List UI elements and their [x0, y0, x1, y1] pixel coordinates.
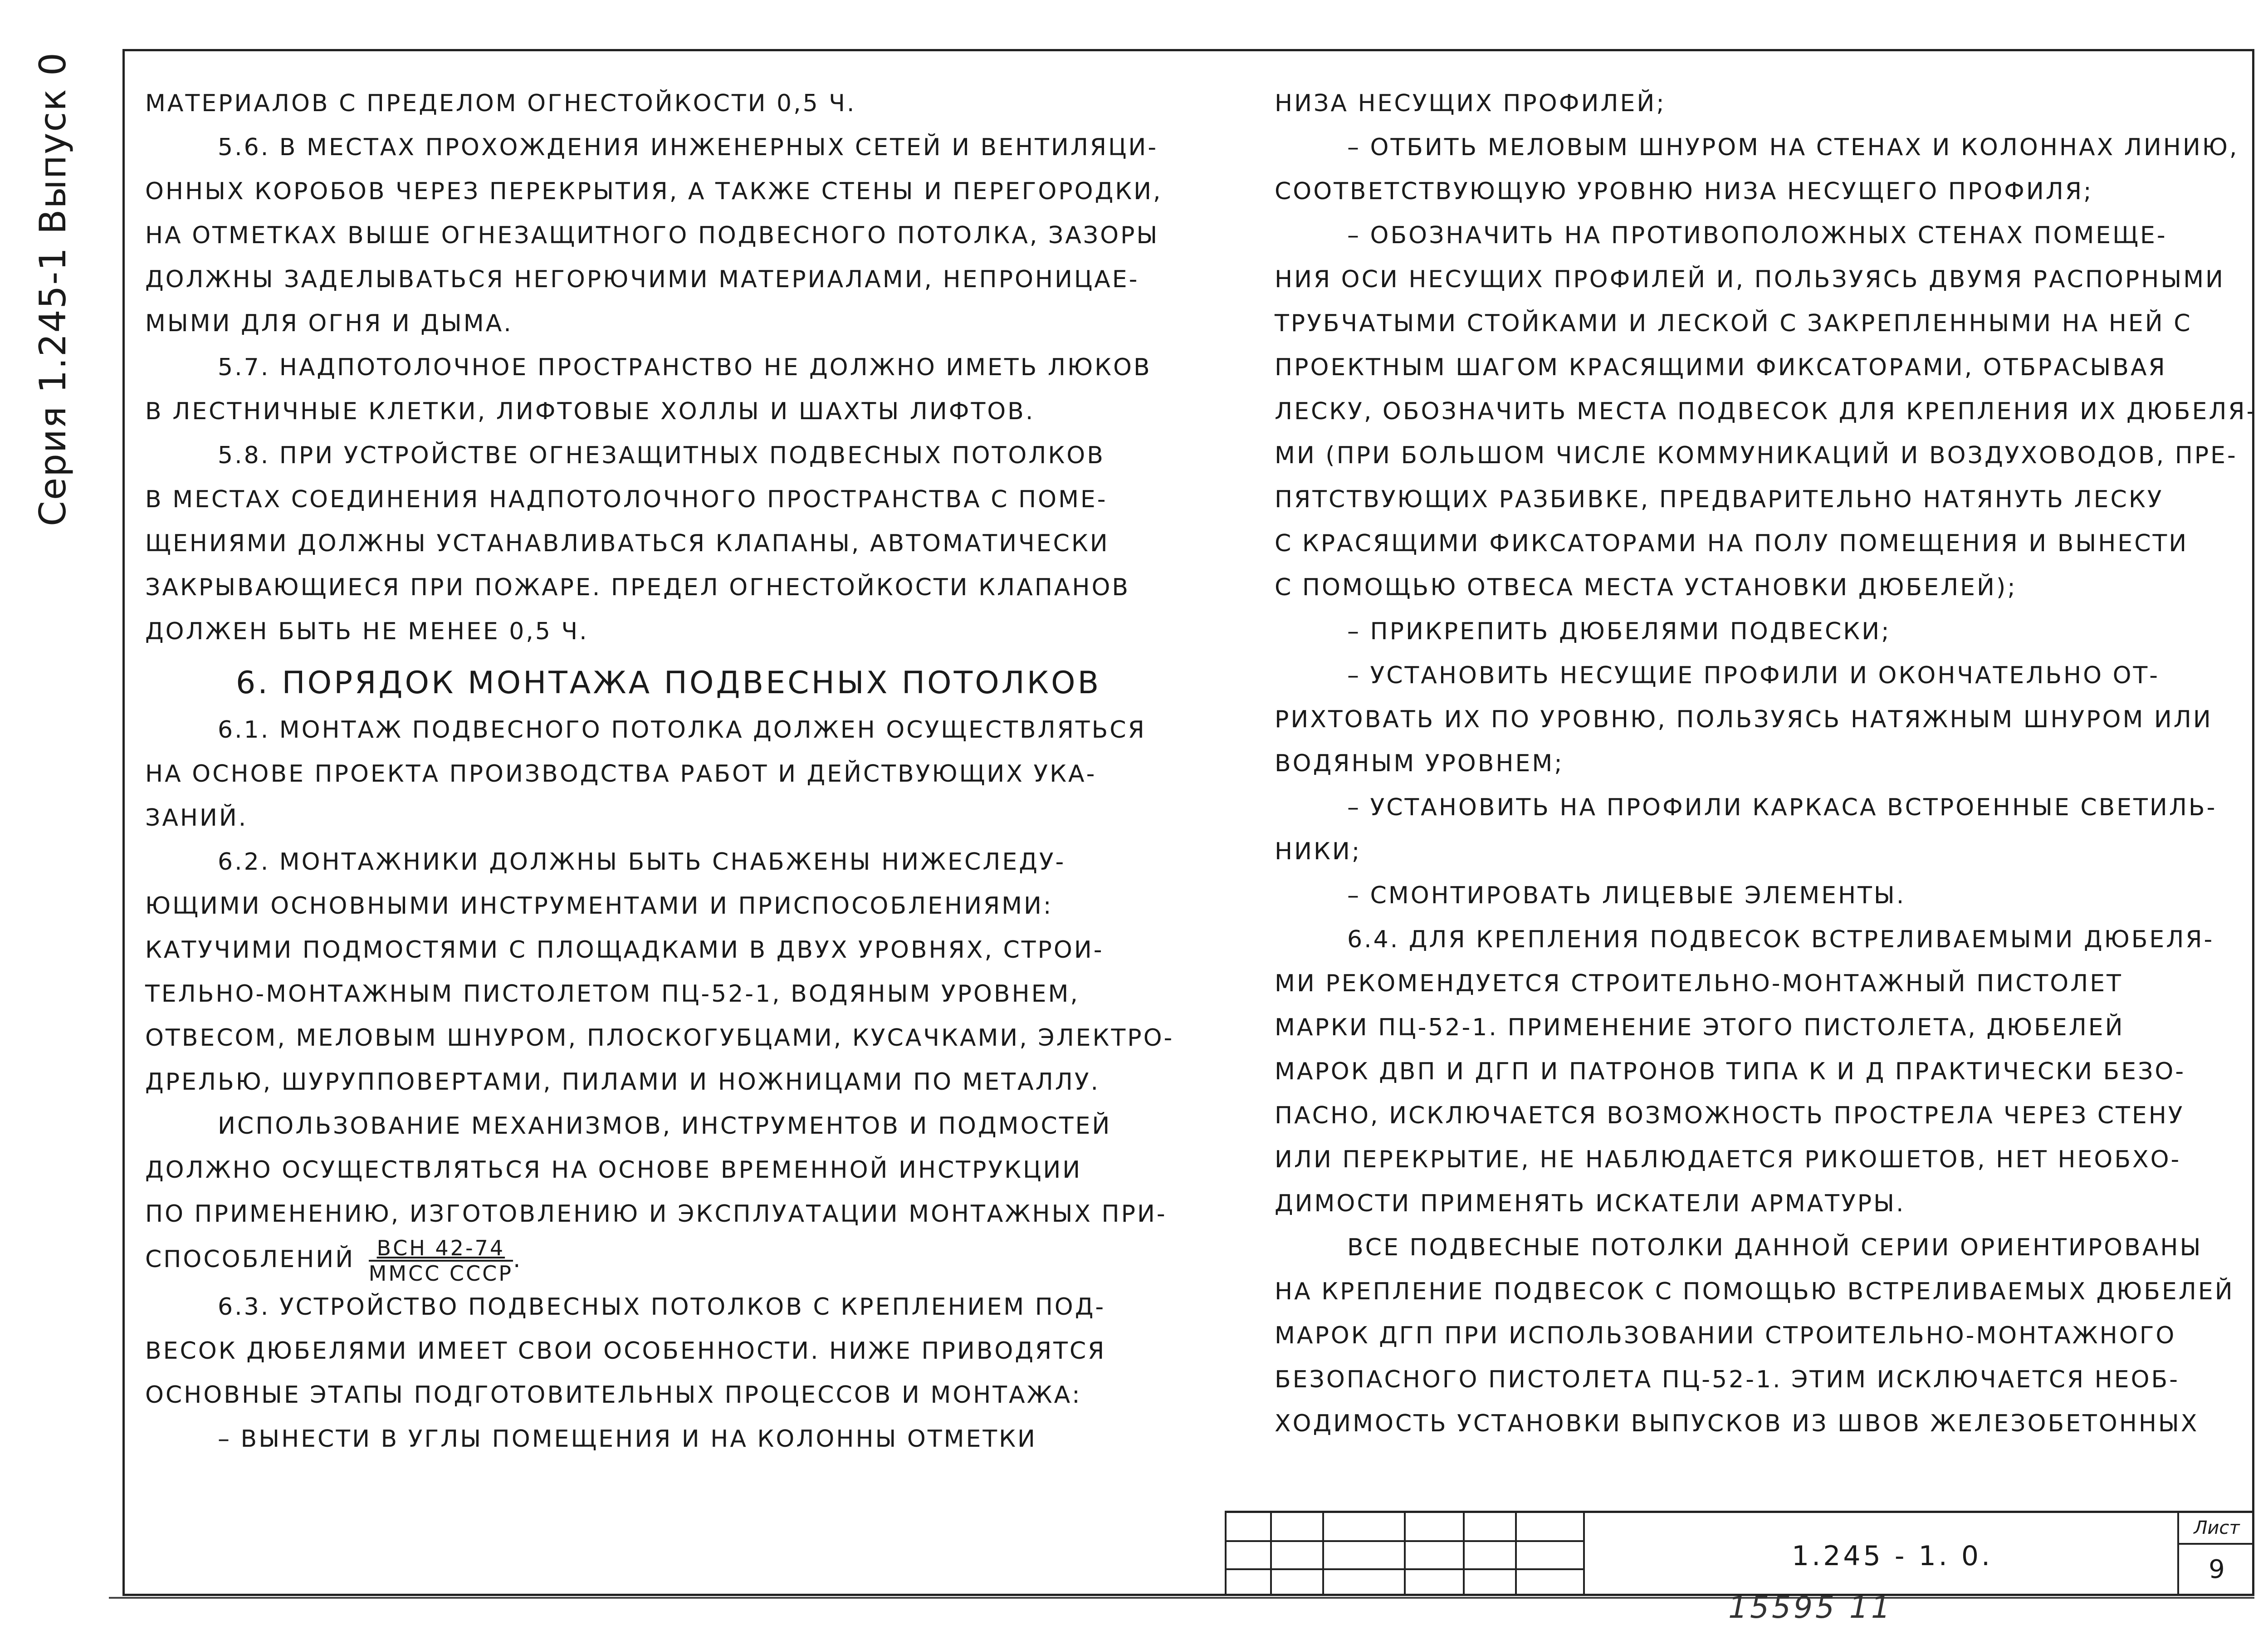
- text-line: СООТВЕТСТВУЮЩУЮ УРОВНЮ НИЗА НЕСУЩЕГО ПРОФИЛЯ;: [1275, 178, 2093, 205]
- text-line: – ОТБИТЬ МЕЛОВЫМ ШНУРОМ НА СТЕНАХ И КОЛОННАХ ЛИНИЮ,: [1347, 134, 2239, 161]
- left-lines-group-a: [145, 82, 1163, 654]
- fraction-numerator: ВСН 42-74: [369, 1236, 513, 1262]
- title-block: [1225, 1511, 2254, 1596]
- text-line: 6.3. УСТРОЙСТВО ПОДВЕСНЫХ ПОТОЛКОВ С КРЕПЛЕНИЕМ ПОД-: [218, 1293, 1106, 1321]
- left-lines-group-c: [145, 1285, 1134, 1461]
- text-line: НИЗА НЕСУЩИХ ПРОФИЛЕЙ;: [1275, 90, 1666, 117]
- norm-reference-fraction: [369, 1236, 513, 1285]
- grid-line: [1225, 1540, 1583, 1542]
- grid-line: [1583, 1513, 1585, 1596]
- left-text-column: [145, 82, 1174, 1461]
- grid-line: [1270, 1513, 1272, 1596]
- text-line: В МЕСТАХ СОЕДИНЕНИЯ НАДПОТОЛОЧНОГО ПРОСТРАНСТВА С ПОМЕ-: [145, 486, 1108, 513]
- text-line: ПЯТСТВУЮЩИХ РАЗБИВКЕ, ПРЕДВАРИТЕЛЬНО НАТЯНУТЬ ЛЕСКУ: [1275, 486, 2164, 513]
- text-line: ЩЕНИЯМИ ДОЛЖНЫ УСТАНАВЛИВАТЬСЯ КЛАПАНЫ, АВТОМАТИЧЕСКИ: [145, 530, 1110, 557]
- text-line: ОННЫХ КОРОБОВ ЧЕРЕЗ ПЕРЕКРЫТИЯ, А ТАКЖЕ СТЕНЫ И ПЕРЕГОРОДКИ,: [145, 178, 1163, 205]
- text-line: ТРУБЧАТЫМИ СТОЙКАМИ И ЛЕСКОЙ С ЗАКРЕПЛЕННЫМИ НА НЕЙ С: [1275, 310, 2192, 337]
- text-line: ПРОЕКТНЫМ ШАГОМ КРАСЯЩИМИ ФИКСАТОРАМИ, ОТБРАСЫВАЯ: [1275, 354, 2167, 381]
- text-line: МАТЕРИАЛОВ С ПРЕДЕЛОМ ОГНЕСТОЙКОСТИ 0,5 Ч.: [145, 90, 856, 117]
- text-line: ВЕСОК ДЮБЕЛЯМИ ИМЕЕТ СВОИ ОСОБЕННОСТИ. НИЖЕ ПРИВОДЯТСЯ: [145, 1337, 1106, 1365]
- text-line: НИКИ;: [1275, 838, 1362, 865]
- fraction-suffix: .: [513, 1246, 523, 1273]
- text-line: РИХТОВАТЬ ИХ ПО УРОВНЮ, ПОЛЬЗУЯСЬ НАТЯЖНЫМ ШНУРОМ ИЛИ: [1275, 706, 2213, 733]
- text-line: МАРОК ДГП ПРИ ИСПОЛЬЗОВАНИИ СТРОИТЕЛЬНО-МОНТАЖНОГО: [1275, 1322, 2176, 1349]
- grid-line: [1404, 1513, 1406, 1596]
- text-line: ХОДИМОСТЬ УСТАНОВКИ ВЫПУСКОВ ИЗ ШВОВ ЖЕЛЕЗОБЕТОННЫХ: [1275, 1410, 2199, 1437]
- text-line: ДОЛЖЕН БЫТЬ НЕ МЕНЕЕ 0,5 Ч.: [145, 618, 589, 645]
- fraction-line: [145, 1236, 1134, 1285]
- text-line: – СМОНТИРОВАТЬ ЛИЦЕВЫЕ ЭЛЕМЕНТЫ.: [1347, 882, 1906, 909]
- text-line: МИ РЕКОМЕНДУЕТСЯ СТРОИТЕЛЬНО-МОНТАЖНЫЙ ПИСТОЛЕТ: [1275, 970, 2123, 997]
- text-line: – ПРИКРЕПИТЬ ДЮБЕЛЯМИ ПОДВЕСКИ;: [1347, 618, 1891, 645]
- series-stamp: Серия 1.245-1 Выпуск 0: [32, 52, 74, 526]
- text-line: 6.4. ДЛЯ КРЕПЛЕНИЯ ПОДВЕСОК ВСТРЕЛИВАЕМЫМИ ДЮБЕЛЯ-: [1347, 926, 2214, 953]
- text-line: МАРКИ ПЦ-52-1. ПРИМЕНЕНИЕ ЭТОГО ПИСТОЛЕТА, ДЮБЕЛЕЙ: [1275, 1014, 2125, 1041]
- right-lines-group: [1275, 82, 2257, 1446]
- sheet-label: Лист: [2177, 1513, 2254, 1545]
- text-line: ЛЕСКУ, ОБОЗНАЧИТЬ МЕСТА ПОДВЕСОК ДЛЯ КРЕПЛЕНИЯ ИХ ДЮБЕЛЯ-: [1275, 398, 2257, 425]
- text-line: НА ОТМЕТКАХ ВЫШЕ ОГНЕЗАЩИТНОГО ПОДВЕСНОГО ПОТОЛКА, ЗАЗОРЫ: [145, 222, 1159, 249]
- text-line: ВОДЯНЫМ УРОВНЕМ;: [1275, 750, 1564, 777]
- text-line: 5.8. ПРИ УСТРОЙСТВЕ ОГНЕЗАЩИТНЫХ ПОДВЕСНЫХ ПОТОЛКОВ: [218, 442, 1105, 469]
- grid-line: [1225, 1513, 1227, 1596]
- title-block-grid: [1225, 1513, 1583, 1596]
- text-line: ЗАКРЫВАЮЩИЕСЯ ПРИ ПОЖАРЕ. ПРЕДЕЛ ОГНЕСТОЙКОСТИ КЛАПАНОВ: [145, 574, 1130, 601]
- text-line: КАТУЧИМИ ПОДМОСТЯМИ С ПЛОЩАДКАМИ В ДВУХ УРОВНЯХ, СТРОИ-: [145, 936, 1104, 964]
- text-line: ВСЕ ПОДВЕСНЫЕ ПОТОЛКИ ДАННОЙ СЕРИИ ОРИЕНТИРОВАНЫ: [1347, 1234, 2203, 1261]
- text-line: – УСТАНОВИТЬ НЕСУЩИЕ ПРОФИЛИ И ОКОНЧАТЕЛЬНО ОТ-: [1347, 662, 2160, 689]
- text-line: ДОЛЖНО ОСУЩЕСТВЛЯТЬСЯ НА ОСНОВЕ ВРЕМЕННОЙ ИНСТРУКЦИИ: [145, 1156, 1082, 1184]
- document-code: 1.245 - 1. 0.: [1792, 1540, 1993, 1572]
- text-line: – УСТАНОВИТЬ НА ПРОФИЛИ КАРКАСА ВСТРОЕННЫЕ СВЕТИЛЬ-: [1347, 794, 2217, 821]
- text-line: ПАСНО, ИСКЛЮЧАЕТСЯ ВОЗМОЖНОСТЬ ПРОСТРЕЛА ЧЕРЕЗ СТЕНУ: [1275, 1102, 2185, 1129]
- fraction-denominator: ММСС СССР: [368, 1261, 513, 1286]
- text-line: 6.1. МОНТАЖ ПОДВЕСНОГО ПОТОЛКА ДОЛЖЕН ОСУЩЕСТВЛЯТЬСЯ: [218, 716, 1146, 744]
- text-line: 5.6. В МЕСТАХ ПРОХОЖДЕНИЯ ИНЖЕНЕРНЫХ СЕТЕЙ И ВЕНТИЛЯЦИ-: [218, 134, 1158, 161]
- text-line: ИСПОЛЬЗОВАНИЕ МЕХАНИЗМОВ, ИНСТРУМЕНТОВ И ПОДМОСТЕЙ: [218, 1112, 1112, 1140]
- grid-line: [1225, 1568, 1583, 1570]
- text-line: ИЛИ ПЕРЕКРЫТИЕ, НЕ НАБЛЮДАЕТСЯ РИКОШЕТОВ, НЕТ НЕОБХО-: [1275, 1146, 2181, 1173]
- grid-line: [1463, 1513, 1465, 1596]
- text-line: ЗАНИЙ.: [145, 804, 248, 832]
- text-line: МЫМИ ДЛЯ ОГНЯ И ДЫМА.: [145, 310, 513, 337]
- grid-line: [1515, 1513, 1517, 1596]
- text-line: ДИМОСТИ ПРИМЕНЯТЬ ИСКАТЕЛИ АРМАТУРЫ.: [1275, 1190, 1906, 1217]
- text-line: – ВЫНЕСТИ В УГЛЫ ПОМЕЩЕНИЯ И НА КОЛОННЫ ОТМЕТКИ: [218, 1425, 1037, 1453]
- archive-number: 15595 11: [1728, 1590, 1893, 1625]
- text-line: ПО ПРИМЕНЕНИЮ, ИЗГОТОВЛЕНИЮ И ЭКСПЛУАТАЦИИ МОНТАЖНЫХ ПРИ-: [145, 1200, 1167, 1228]
- section-heading: 6. ПОРЯДОК МОНТАЖА ПОДВЕСНЫХ ПОТОЛКОВ: [236, 665, 1101, 701]
- text-line: НА ОСНОВЕ ПРОЕКТА ПРОИЗВОДСТВА РАБОТ И ДЕЙСТВУЮЩИХ УКА-: [145, 760, 1097, 788]
- left-lines-group-b: [145, 708, 1174, 1236]
- text-line: БЕЗОПАСНОГО ПИСТОЛЕТА ПЦ-52-1. ЭТИМ ИСКЛЮЧАЕТСЯ НЕОБ-: [1275, 1366, 2180, 1393]
- text-line: ОТВЕСОМ, МЕЛОВЫМ ШНУРОМ, ПЛОСКОГУБЦАМИ, КУСАЧКАМИ, ЭЛЕКТРО-: [145, 1024, 1174, 1052]
- text-line: С КРАСЯЩИМИ ФИКСАТОРАМИ НА ПОЛУ ПОМЕЩЕНИЯ И ВЫНЕСТИ: [1275, 530, 2189, 557]
- text-line: 6.2. МОНТАЖНИКИ ДОЛЖНЫ БЫТЬ СНАБЖЕНЫ НИЖЕСЛЕДУ-: [218, 848, 1066, 876]
- text-line: ЮЩИМИ ОСНОВНЫМИ ИНСТРУМЕНТАМИ И ПРИСПОСОБЛЕНИЯМИ:: [145, 892, 1053, 920]
- fraction-line-prefix: СПОСОБЛЕНИЙ: [145, 1246, 355, 1273]
- text-line: С ПОМОЩЬЮ ОТВЕСА МЕСТА УСТАНОВКИ ДЮБЕЛЕЙ);: [1275, 574, 2017, 601]
- bottom-rule: [109, 1597, 2254, 1599]
- text-line: ТЕЛЬНО-МОНТАЖНЫМ ПИСТОЛЕТОМ ПЦ-52-1, ВОДЯНЫМ УРОВНЕМ,: [145, 980, 1080, 1008]
- right-text-column: [1275, 82, 2257, 1446]
- text-line: МАРОК ДВП И ДГП И ПАТРОНОВ ТИПА К И Д ПРАКТИЧЕСКИ БЕЗО-: [1275, 1058, 2186, 1085]
- text-line: ДОЛЖНЫ ЗАДЕЛЫВАТЬСЯ НЕГОРЮЧИМИ МАТЕРИАЛАМИ, НЕПРОНИЦАЕ-: [145, 266, 1139, 293]
- text-line: МИ (ПРИ БОЛЬШОМ ЧИСЛЕ КОММУНИКАЦИЙ И ВОЗДУХОВОДОВ, ПРЕ-: [1275, 442, 2238, 469]
- text-line: НА КРЕПЛЕНИЕ ПОДВЕСОК С ПОМОЩЬЮ ВСТРЕЛИВАЕМЫХ ДЮБЕЛЕЙ: [1275, 1278, 2234, 1305]
- text-line: ОСНОВНЫЕ ЭТАПЫ ПОДГОТОВИТЕЛЬНЫХ ПРОЦЕССОВ И МОНТАЖА:: [145, 1381, 1082, 1409]
- text-line: НИЯ ОСИ НЕСУЩИХ ПРОФИЛЕЙ И, ПОЛЬЗУЯСЬ ДВУМЯ РАСПОРНЫМИ: [1275, 266, 2225, 293]
- text-line: ДРЕЛЬЮ, ШУРУППОВЕРТАМИ, ПИЛАМИ И НОЖНИЦАМИ ПО МЕТАЛЛУ.: [145, 1068, 1100, 1096]
- sheet-number: 9: [2177, 1545, 2254, 1596]
- text-line: 5.7. НАДПОТОЛОЧНОЕ ПРОСТРАНСТВО НЕ ДОЛЖНО ИМЕТЬ ЛЮКОВ: [218, 354, 1152, 381]
- text-line: В ЛЕСТНИЧНЫЕ КЛЕТКИ, ЛИФТОВЫЕ ХОЛЛЫ И ШАХТЫ ЛИФТОВ.: [145, 398, 1035, 425]
- grid-line: [1322, 1513, 1324, 1596]
- text-line: – ОБОЗНАЧИТЬ НА ПРОТИВОПОЛОЖНЫХ СТЕНАХ ПОМЕЩЕ-: [1347, 222, 2167, 249]
